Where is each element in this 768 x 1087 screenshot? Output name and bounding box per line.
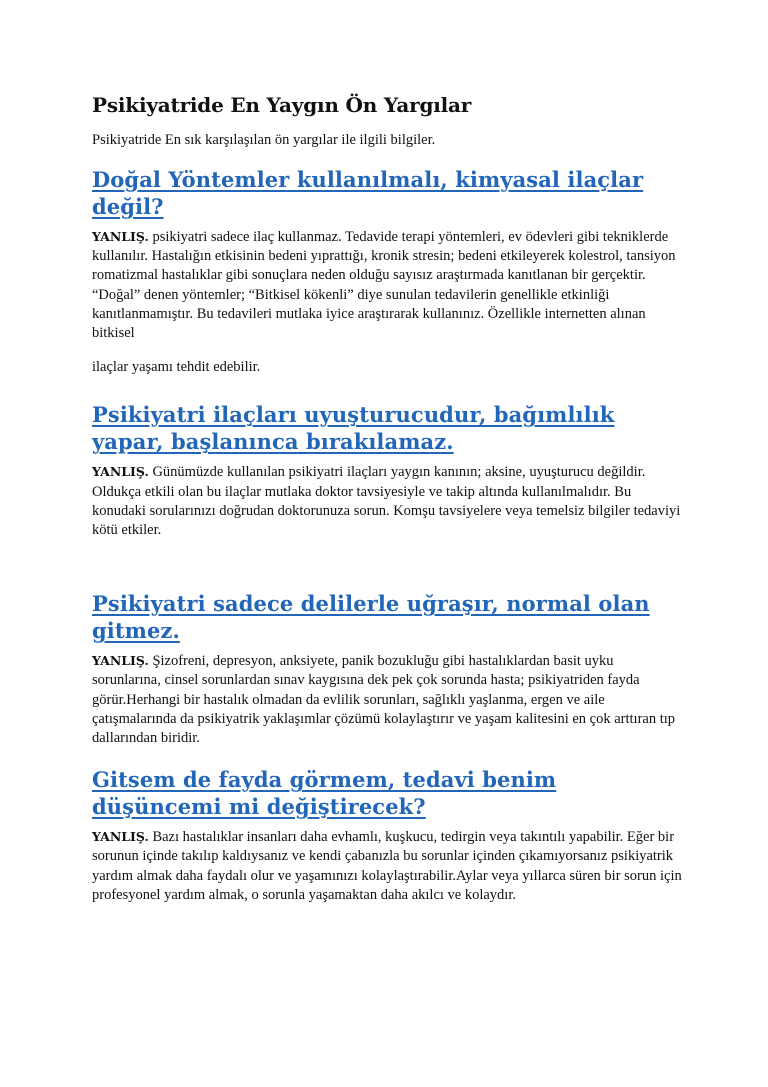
section-body — [92, 651, 682, 748]
page-subtitle: Psikiyatride En sık karşılaşılan ön yargılar ile ilgili bilgiler. — [92, 132, 436, 148]
section-body — [92, 462, 682, 540]
section-heading[interactable]: Doğal Yöntemler kullanılmalı, kimyasal ilaçlar değil? — [92, 167, 644, 219]
verdict-label: YANLIŞ. — [92, 464, 149, 480]
section-body-text: Günümüzde kullanılan psikiyatri ilaçları yaygın kanının; aksine, uyuşturucu değildir. Oldukça etkili olan bu ilaçlar mutlaka doktor tavsiyesiyle ve takip altında kullanılmalıdır. Bu konudaki sorularınızı doğrudan doktorunuza sorun. Komşu tavsiyelere veya temelsiz bilgiler tedaviyi kötü etkiler. — [92, 464, 681, 539]
document-page — [92, 92, 682, 905]
section-heading[interactable]: Psikiyatri ilaçları uyuşturucudur, bağımlılık yapar, başlanınca bırakılamaz. — [92, 402, 615, 455]
verdict-label: YANLIŞ. — [92, 653, 149, 669]
section-body — [92, 227, 682, 343]
verdict-label: YANLIŞ. — [92, 229, 149, 244]
section-only-insane — [92, 590, 682, 748]
section-body-continuation: ilaçlar yaşamı tehdit edebilir. — [92, 359, 261, 376]
section-heading[interactable]: Gitsem de fayda görmem, tedavi benim düşüncemi mi değiştirecek? — [92, 767, 557, 820]
page-title: Psikiyatride En Yaygın Ön Yargılar — [92, 93, 472, 117]
section-natural-methods — [92, 166, 682, 377]
section-body — [92, 827, 682, 905]
section-drugs-addiction — [92, 401, 682, 540]
section-body-text: Şizofreni, depresyon, anksiyete, panik bozukluğu gibi hastalıklardan basit uyku sorunlarına, cinsel sorunlardan sınav kaygısına dek pek çok sorunda hasta; psikiyatriden fayda görür.Herhangi bir hastalık olmadan da evlilik sorunları, sağlıklı yaşlanma, ergen ve aile çatışmalarında da psikiyatrik yaklaşımlar çözümü kolaylaştırır ve yaşam kalitesini en çok arttıran tıp dallarından biridir. — [92, 653, 676, 747]
section-heading[interactable]: Psikiyatri sadece delilerle uğraşır, normal olan gitmez. — [92, 591, 650, 644]
section-no-benefit — [92, 766, 682, 905]
verdict-label: YANLIŞ. — [92, 829, 149, 845]
section-body-text: Bazı hastalıklar insanları daha evhamlı, kuşkucu, tedirgin veya takıntılı yapabilir. Eğer bir sorunun içinde takılıp kaldıysanız ve kendi çabanızla bu sorunlar içinden çıkamıyorsanız psikiyatrik yardım almak daha faydalı olur ve yaşamınızı kolaylaştırabilir.Aylar veya yıllarca süren bir sorun için profesyonel yardım almak, o sorunla yaşamaktan daha akılcı ve kolaydır. — [92, 829, 682, 903]
section-body-text: psikiyatri sadece ilaç kullanmaz. Tedavide terapi yöntemleri, ev ödevleri gibi tekniklerde kullanılır. Hastalığın etkisinin bedeni yıprattığı, kronik stresin; bedeni etkileyerek kolestrol, tansiyon romatizmal hastalıklar gibi sonuçlara neden olduğu sayısız araştırmada kanıtlanan bir gerçektir. “Doğal” denen yöntemler; “Bitkisel kökenli” diye sunulan tedavilerin genellikle etkinliği kanıtlanmamıştır. Bu tedavileri mutlaka iyice araştırarak kullanınız. Özellikle internetten alınan bitkisel — [92, 229, 676, 342]
